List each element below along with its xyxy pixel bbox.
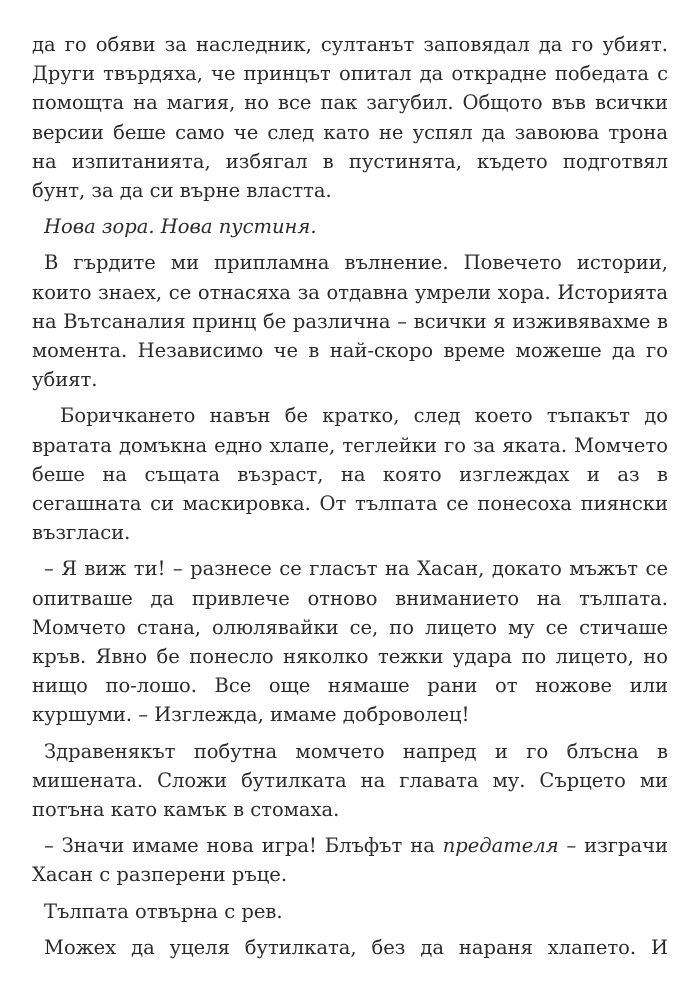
paragraph-7 [32,831,668,889]
paragraph-8: Тълпата отвърна с рев. [44,899,283,923]
paragraph-7-start: – Значи имаме нова игра! Блъфът на [44,834,443,858]
italic-phrase: Нова зора. Нова пустиня. [44,215,317,239]
paragraph-4: Боричкането навън бе кратко, след което тъпакът до вратата домъкна едно хлапе, теглейки го за яката. Момчето беше на същата възраст, на която изглеждах и аз в сегашната си маскировка. От тълпата се понесоха пиянски възгласи. [32,404,668,545]
italic-word: предателя [442,834,559,858]
book-page [32,30,668,969]
paragraph-3: В гърдите ми припламна вълнение. Повечето истории, които знаех, се отнасяха за отдавна умрели хора. Историята на Вътсаналия принц бе различна – всички я изживявахме в момента. Независимо че в най-скоро време можеше да го убият. [32,251,668,392]
paragraph-5: – Я виж ти! – разнесе се гласът на Хасан, докато мъжът се опитваше да привлече отново вниманието на тълпата. Момчето стана, олюлявайки се, по лицето му се стичаше кръв. Явно бе понесло няколко тежки удара по лицето, но нищо по-лошо. Все още нямаше рани от ножове или куршуми. – Изглежда, имаме доброволец! [32,557,668,727]
paragraph-9: Можех да уцеля бутилката, без да нараня хлапето. И [44,935,668,959]
paragraph-6: Здравенякът побутна момчето напред и го блъсна в мишената. Сложи бутилката на главата му. Сърцето ми потъна като камък в стомаха. [32,739,668,822]
paragraph-1: да го обяви за наследник, султанът заповядал да го убият. Други твърдяха, че принцът опитал да открадне победата с помощта на магия, но все пак загубил. Общото във всички версии беше само че след като не успял да завоюва трона на изпитанията, избягал в пустинята, където подготвял бунт, за да си върне властта. [32,33,668,203]
paragraph-2 [32,212,668,241]
paragraph-7-end: – изграчи Хасан с разперени ръце. [32,834,668,887]
